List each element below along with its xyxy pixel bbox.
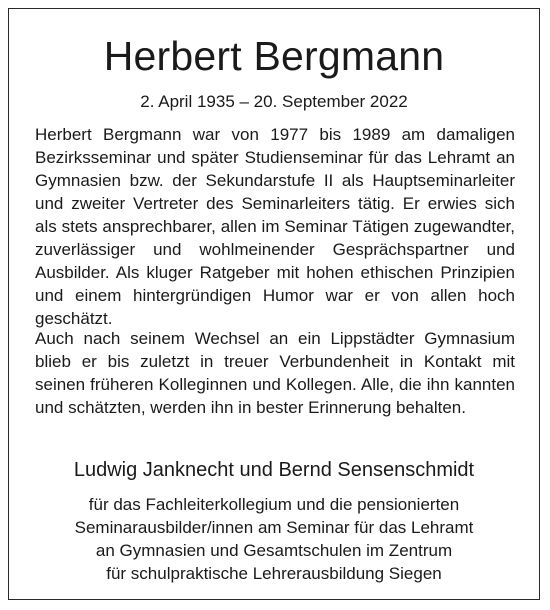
affiliation [9, 493, 539, 585]
affiliation-line: für schulpraktische Lehrerausbildung Siegen [106, 564, 442, 583]
affiliation-line: für das Fachleiterkollegium und die pensionierten [88, 495, 460, 514]
affiliation-line: Seminarausbilder/innen am Seminar für das Lehramt [74, 518, 474, 537]
life-dates: 2. April 1935 – 20. September 2022 [140, 92, 408, 111]
tribute-paragraph: Herbert Bergmann war von 1977 bis 1989 am damaligen Bezirksseminar und später Studienseminar für das Lehramt an Gymnasien bzw. der Sekundarstufe II als Hauptseminarleiter und zweiter Vertreter des Seminarleiters tätig. Er erwies sich als stets ansprechbarer, allen im Seminar Tätigen zugewandter, zuverlässiger und wohlmeinender Gesprächspartner und Ausbilder. Als kluger Ratgeber mit hohen ethischen Prinzipien und einem hintergründigen Humor war er von allen hoch geschätzt. [35, 125, 515, 328]
obituary-notice [8, 8, 540, 600]
signers: Ludwig Janknecht und Bernd Sensenschmidt [73, 459, 475, 481]
affiliation-line: an Gymnasien und Gesamtschulen im Zentrum [95, 541, 453, 560]
deceased-name: Herbert Bergmann [103, 33, 445, 79]
tribute-paragraph: Auch nach seinem Wechsel an ein Lippstädter Gymnasium blieb er bis zuletzt in treuer Verbundenheit in Kontakt mit seinen früheren Kolleginnen und Kollegen. Alle, die ihn kannten und schätzten, werden ihn in bester Erinnerung behalten. [35, 329, 515, 417]
